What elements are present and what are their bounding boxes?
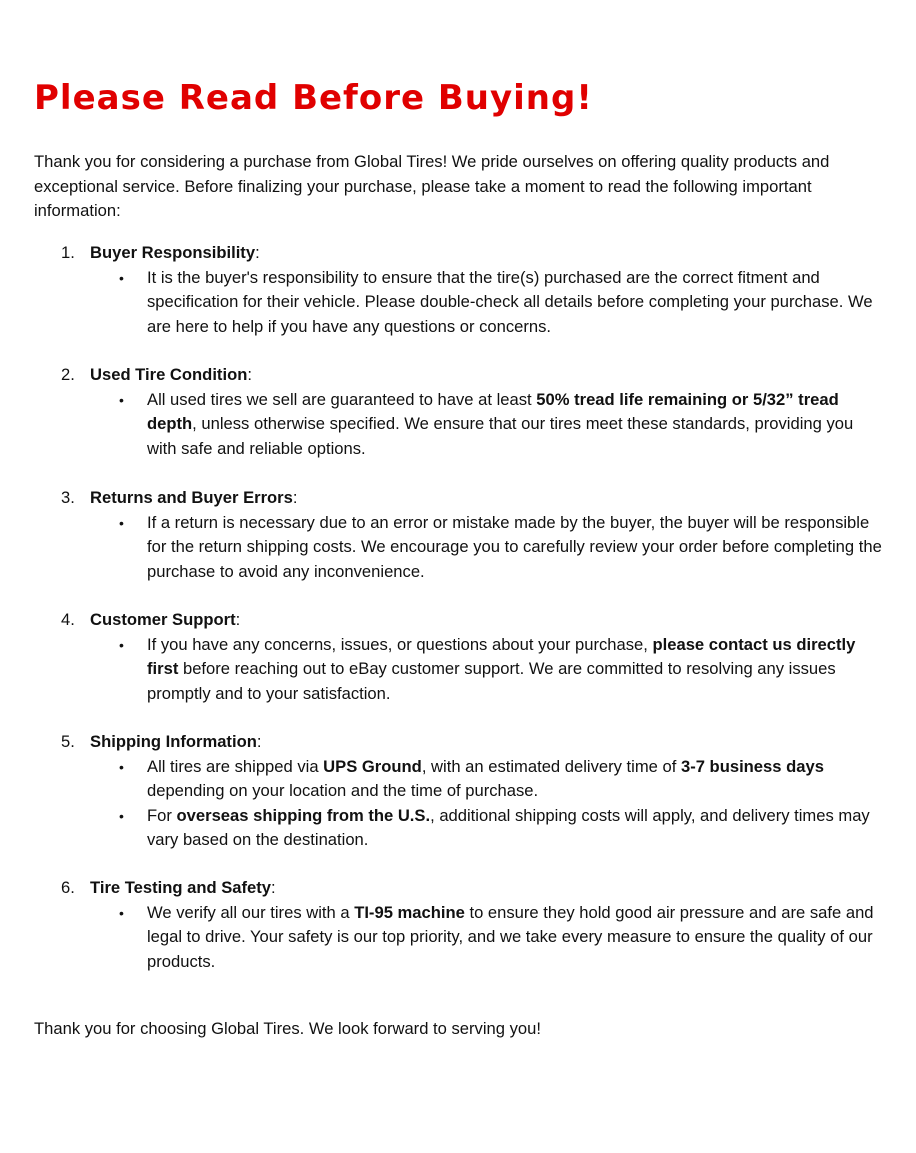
item-number: 4. bbox=[61, 610, 75, 629]
bullet-dot-icon: • bbox=[119, 636, 124, 653]
bullet-text: We verify all our tires with a bbox=[147, 902, 355, 922]
item-heading-colon: : bbox=[292, 488, 298, 507]
bullet-item bbox=[0, 901, 887, 975]
intro-paragraph: Thank you for considering a purchase from Global Tires! We pride ourselves on offering quality products and exceptional service. Before finalizing your purchase, please take a moment to read the following important information: bbox=[34, 152, 830, 220]
bullet-text: It is the buyer's responsibility to ensure that the tire(s) purchased are the correct fitment and specification for their vehicle. Please double-check all details before completing your purchase. We are here to help if you have any questions or concerns. bbox=[147, 267, 873, 336]
bullet-item bbox=[0, 633, 887, 707]
bullet-item bbox=[0, 388, 887, 462]
bullet-item bbox=[0, 755, 887, 804]
bullet-item bbox=[0, 266, 887, 340]
item-heading-text: Returns and Buyer Errors bbox=[90, 488, 293, 507]
item-number: 3. bbox=[61, 488, 75, 507]
bullet-text: , with an estimated delivery time of bbox=[421, 756, 681, 776]
bullet-text: depending on your location and the time of purchase. bbox=[147, 781, 539, 800]
bullet-text: All used tires we sell are guaranteed to have at least bbox=[147, 389, 537, 409]
bullet-list bbox=[0, 388, 916, 462]
item-heading bbox=[90, 363, 252, 388]
item-heading-text: Customer Support bbox=[90, 610, 236, 629]
item-heading bbox=[90, 486, 298, 511]
item-heading-colon: : bbox=[235, 610, 241, 629]
bullet-text: All tires are shipped via bbox=[147, 756, 324, 776]
item-number: 5. bbox=[61, 732, 75, 751]
bullet-text-bold: 50% tread life remaining or 5/32” tread depth bbox=[147, 389, 839, 433]
bullet-text-bold: 3-7 business days bbox=[680, 756, 824, 776]
bullet-text: , unless otherwise specified. We ensure that our tires meet these standards, providing you with safe and reliable options. bbox=[147, 414, 854, 458]
bullet-dot-icon: • bbox=[119, 758, 124, 775]
item-heading bbox=[90, 608, 240, 633]
bullet-dot-icon: • bbox=[119, 514, 124, 531]
item-heading-colon: : bbox=[271, 878, 276, 897]
bullet-text: to ensure they hold good air pressure and are safe and legal to drive. Your safety is our top priority, and we take every measure to ensure the quality of our products. bbox=[147, 902, 874, 971]
bullet-text: , additional shipping costs will apply, and delivery times may vary based on the destination. bbox=[147, 805, 870, 849]
bullet-item bbox=[0, 804, 887, 853]
item-number: 2. bbox=[61, 365, 75, 384]
bullet-list bbox=[0, 511, 916, 585]
bullet-dot-icon: • bbox=[119, 904, 124, 921]
item-heading-colon: : bbox=[255, 243, 260, 262]
item-heading-text: Used Tire Condition bbox=[90, 365, 248, 384]
item-heading bbox=[90, 241, 260, 266]
bullet-dot-icon: • bbox=[119, 391, 124, 408]
item-heading bbox=[90, 876, 276, 901]
bullet-text: If you have any concerns, issues, or questions about your purchase, bbox=[147, 634, 653, 654]
item-number: 1. bbox=[61, 243, 75, 262]
item-heading bbox=[90, 730, 261, 755]
bullet-list bbox=[0, 633, 916, 707]
item-heading-text: Shipping Information bbox=[90, 732, 257, 751]
closing-paragraph: Thank you for choosing Global Tires. We look forward to serving you! bbox=[34, 1019, 541, 1038]
bullet-text-bold: TI-95 machine bbox=[354, 902, 465, 922]
item-heading-colon: : bbox=[247, 365, 252, 384]
bullet-text: If a return is necessary due to an error or mistake made by the buyer, the buyer will be responsible for the return shipping costs. We encourage you to carefully review your order before completing the purchase to avoid any inconvenience. bbox=[147, 512, 882, 581]
bullet-text: before reaching out to eBay customer support. We are committed to resolving any issues promptly and to your satisfaction. bbox=[147, 659, 836, 703]
item-number: 6. bbox=[61, 878, 75, 897]
bullet-item bbox=[0, 511, 887, 585]
page-title: Please Read Before Buying! bbox=[34, 78, 593, 118]
bullet-dot-icon: • bbox=[119, 269, 124, 286]
item-heading-colon: : bbox=[256, 732, 262, 751]
bullet-list bbox=[0, 266, 916, 340]
bullet-dot-icon: • bbox=[119, 807, 124, 824]
item-heading-text: Tire Testing and Safety bbox=[90, 878, 272, 897]
bullet-list bbox=[0, 901, 916, 975]
bullet-text: For bbox=[147, 805, 177, 825]
item-heading-text: Buyer Responsibility bbox=[90, 243, 256, 262]
bullet-text-bold: please contact us directly first bbox=[147, 634, 856, 678]
bullet-text-bold: overseas shipping from the U.S. bbox=[176, 805, 431, 825]
bullet-list bbox=[0, 755, 916, 853]
bullet-text-bold: UPS Ground bbox=[323, 756, 422, 776]
